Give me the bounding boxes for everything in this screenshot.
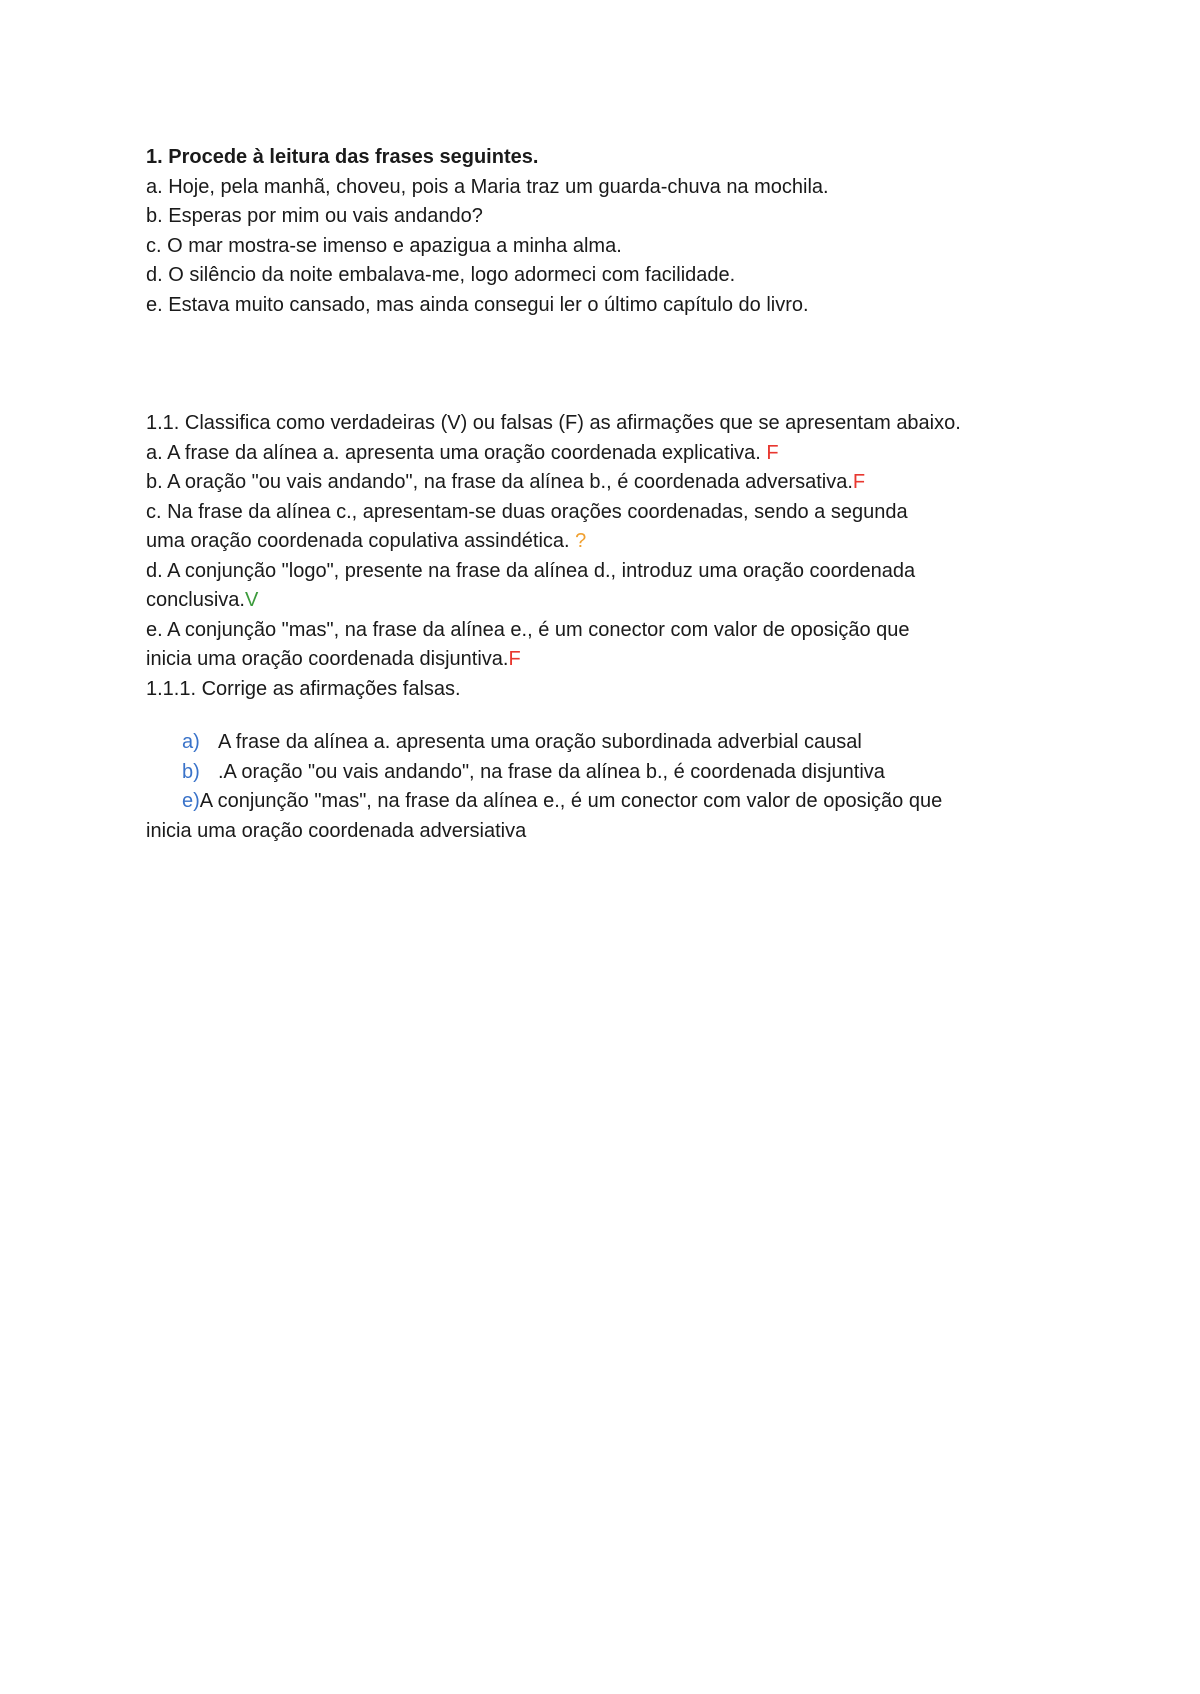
question-1-title: 1. Procede à leitura das frases seguintes. (146, 146, 539, 168)
answer-e-marker: e) (182, 790, 200, 812)
answer-e (146, 787, 1076, 817)
statement-d-line-2 (146, 586, 1076, 616)
statement-d-mark: V (244, 589, 259, 611)
sentence-a: a. Hoje, pela manhã, choveu, pois a Maria traz um guarda-chuva na mochila. (146, 175, 829, 198)
statement-b-mark: F (852, 471, 866, 493)
answer-a (146, 728, 1076, 758)
spacer (146, 704, 1076, 728)
sentence-e: e. Estava muito cansado, mas ainda consegui ler o último capítulo do livro. (146, 293, 809, 316)
statement-e-line-1: e. A conjunção "mas", na frase da alínea e., é um conector com valor de oposição que (146, 618, 910, 641)
answer-b-marker: b) (182, 760, 200, 783)
answer-e-continuation: inicia uma oração coordenada adversiativa (146, 819, 527, 842)
sentence-d: d. O silêncio da noite embalava-me, logo adormeci com facilidade. (146, 264, 736, 286)
answer-b-text: .A oração "ou vais andando", na frase da alínea b., é coordenada disjuntiva (218, 760, 885, 783)
answer-e-text: A conjunção "mas", na frase da alínea e., é um conector com valor de oposição que (199, 790, 943, 812)
statement-d-line-1: d. A conjunção "logo", presente na frase da alínea d., introduz uma oração coordenada (146, 559, 916, 582)
statement-a-text: a. A frase da alínea a. apresenta uma oração coordenada explicativa. (146, 441, 767, 464)
sentence-c: c. O mar mostra-se imenso e apazigua a minha alma. (146, 234, 622, 257)
statement-c-mark: ? (575, 530, 587, 552)
question-1-1-title: 1.1. Classifica como verdadeiras (V) ou falsas (F) as afirmações que se apresentam abaixo. (146, 412, 961, 434)
statement-c-line-2 (146, 527, 1076, 557)
statement-b-text: b. A oração "ou vais andando", na frase da alínea b., é coordenada adversativa. (146, 471, 853, 493)
statement-b (146, 468, 1076, 498)
statement-e-mark: F (508, 648, 521, 670)
statement-a-mark: F (766, 441, 779, 464)
answer-a-text: A frase da alínea a. apresenta uma oração subordinada adverbial causal (218, 731, 862, 753)
answer-b (146, 758, 1076, 788)
answer-a-marker: a) (182, 731, 200, 753)
statement-e-text: inicia uma oração coordenada disjuntiva. (146, 648, 509, 670)
spacer (146, 320, 1076, 409)
statement-e-line-2 (146, 645, 1076, 675)
statement-d-text: conclusiva. (146, 589, 245, 611)
statement-c-text: uma oração coordenada copulativa assindética. (146, 530, 576, 552)
statement-c-line-1: c. Na frase da alínea c., apresentam-se duas orações coordenadas, sendo a segunda (146, 500, 908, 523)
question-1-1-1-title: 1.1.1. Corrige as afirmações falsas. (146, 677, 461, 700)
document-page (146, 143, 1076, 846)
statement-a (146, 439, 1076, 469)
sentence-b: b. Esperas por mim ou vais andando? (146, 205, 483, 227)
